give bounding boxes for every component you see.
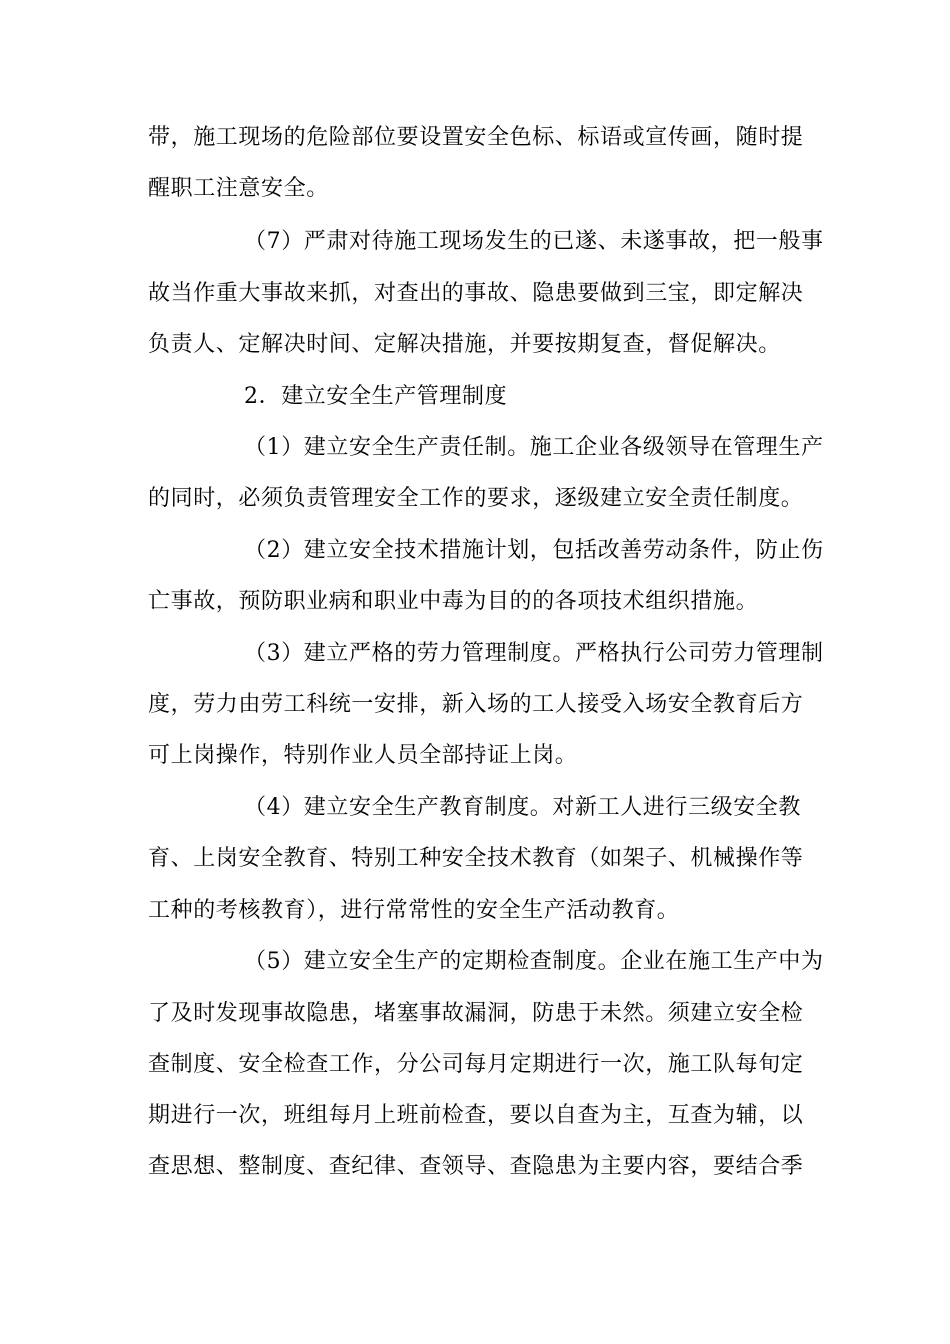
text-line: 查制度、安全检查工作，分公司每月定期进行一次，施工队每旬定 xyxy=(148,1052,804,1077)
text-line: 的同时，必须负责管理安全工作的要求，逐级建立安全责任制度。 xyxy=(148,486,804,511)
text-line: （1）建立安全生产责任制。施工企业各级领导在管理生产 xyxy=(244,435,824,460)
text-line: 醒职工注意安全。 xyxy=(148,176,329,201)
section-heading: 2．建立安全生产管理制度 xyxy=(244,384,508,409)
text-line: 度，劳力由劳工科统一安排，新入场的工人接受入场安全教育后方 xyxy=(148,692,804,717)
text-line: （2）建立安全技术措施计划，包括改善劳动条件，防止伤 xyxy=(244,538,824,563)
text-line: 负责人、定解决时间、定解决措施，并要按期复查，督促解决。 xyxy=(148,332,781,357)
text-line: 可上岗操作，特别作业人员全部持证上岗。 xyxy=(148,743,578,768)
text-line: 育、上岗安全教育、特别工种安全技术教育（如架子、机械操作等 xyxy=(148,846,804,871)
text-line: 故当作重大事故来抓，对查出的事故、隐患要做到三宝，即定解决 xyxy=(148,281,804,306)
text-line: 查思想、整制度、查纪律、查领导、查隐患为主要内容，要结合季 xyxy=(148,1154,804,1179)
text-line: 了及时发现事故隐患，堵塞事故漏洞，防患于未然。须建立安全检 xyxy=(148,1001,804,1026)
text-line: 工种的考核教育），进行常常性的安全生产活动教育。 xyxy=(148,898,680,923)
text-line: （4）建立安全生产教育制度。对新工人进行三级安全教 xyxy=(244,795,801,820)
text-line: （5）建立安全生产的定期检查制度。企业在施工生产中为 xyxy=(244,949,824,974)
text-line: （3）建立严格的劳力管理制度。严格执行公司劳力管理制 xyxy=(244,641,824,666)
text-line: 亡事故，预防职业病和职业中毒为目的的各项技术组织措施。 xyxy=(148,589,759,614)
text-line: 期进行一次，班组每月上班前检查，要以自查为主，互查为辅，以 xyxy=(148,1103,804,1128)
text-line: （7）严肃对待施工现场发生的已遂、未遂事故，把一般事 xyxy=(244,229,824,254)
text-line: 带，施工现场的危险部位要设置安全色标、标语或宣传画，随时提 xyxy=(148,125,804,150)
